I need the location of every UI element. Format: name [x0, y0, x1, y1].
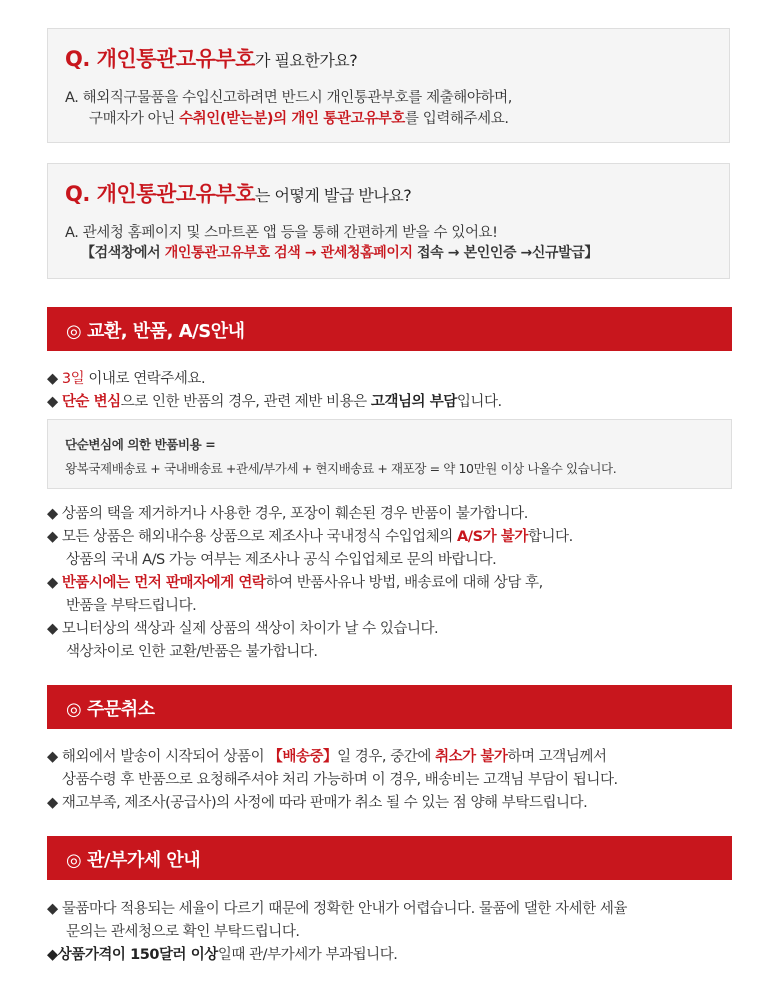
- notice-text: ◆ 모든 상품은 해외내수용 상품으로 제조사나 국내정식 수입업체의: [47, 529, 458, 545]
- section-title: ◎ 교환, 반품, A/S안내: [66, 321, 245, 342]
- bullet: ◆: [47, 371, 62, 387]
- return-cost-box: [47, 419, 732, 489]
- highlight-text: 3일: [61, 371, 85, 387]
- answer-text-end: 를 입력해주세요.: [404, 111, 509, 127]
- notice-line: [47, 390, 502, 411]
- answer-line-1: A. 해외직구물품을 수입신고하려면 반드시 개인통관부호를 제출해야하며,: [65, 90, 512, 106]
- section-header-exchange: [47, 307, 732, 351]
- notice-text-end: 합니다.: [527, 529, 573, 545]
- return-cost-formula: 왕복국제배송료 + 국내배송료 +관세/부가세 + 현지배송료 + 재포장 = 약 10만원 이상 나올수 있습니다.: [65, 461, 617, 476]
- qa-box-customs-code-needed: [47, 28, 730, 143]
- answer-text: 【검색창에서: [81, 245, 165, 261]
- highlight-text: 반품시에는 먼저 판매자에게 연락: [61, 575, 266, 591]
- notice-text: 하여 반품사유나 방법, 배송료에 대해 상담 후,: [265, 575, 543, 591]
- notice-line: ◆ 모니터상의 색상과 실제 상품의 색상이 차이가 날 수 있습니다.: [47, 621, 439, 637]
- notice-text: 이내로 연락주세요.: [84, 371, 206, 387]
- bold-text: ◆상품가격이 150달러 이상: [47, 947, 218, 963]
- answer-line-1: A. 관세청 홈페이지 및 스마트폰 앱 등을 통해 간편하게 받을 수 있어요!: [65, 225, 498, 241]
- notice-text: 일때 관/부가세가 부과됩니다.: [217, 947, 398, 963]
- notice-line: [47, 745, 607, 766]
- notice-line: 상품수령 후 반품으로 요청해주셔야 처리 가능하며 이 경우, 배송비는 고객님 부담이 됩니다.: [62, 772, 618, 788]
- highlight-text: 단순 변심: [61, 394, 121, 410]
- notice-line: ◆ 재고부족, 제조사(공급사)의 사정에 따라 판매가 취소 될 수 있는 점 양해 부탁드립니다.: [47, 795, 588, 811]
- qa-box-customs-code-issue: [47, 163, 730, 279]
- notice-text-end: 입니다.: [456, 394, 502, 410]
- question-heading: [65, 43, 357, 73]
- question-prefix: Q.: [65, 47, 97, 71]
- notice-line: [47, 367, 205, 388]
- notice-text: ◆ 해외에서 발송이 시작되어 상품이: [47, 749, 269, 765]
- notice-line: 상품의 국내 A/S 가능 여부는 제조사나 공식 수입업체로 문의 바랍니다.: [66, 552, 497, 568]
- answer-line-2: [81, 242, 598, 262]
- section-header-tax: [47, 836, 732, 880]
- notice-line: [47, 571, 543, 592]
- notice-text-end: 하며 고객님께서: [507, 749, 607, 765]
- notice-line: ◆ 상품의 택을 제거하거나 사용한 경우, 포장이 훼손된 경우 반품이 불가합니다.: [47, 506, 528, 522]
- question-rest: 는 어떻게 발급 받나요?: [254, 186, 412, 205]
- section-title: ◎ 주문취소: [66, 699, 155, 720]
- highlight-text: 취소가 불가: [435, 749, 508, 765]
- notice-line: 색상차이로 인한 교환/반품은 불가합니다.: [66, 644, 318, 660]
- section-header-cancel: [47, 685, 732, 729]
- bullet: ◆: [47, 575, 62, 591]
- answer-text-end: 접속 → 본인인증 →신규발급】: [412, 245, 598, 261]
- answer-text: 구매자가 아닌: [89, 111, 180, 127]
- question-heading: [65, 178, 411, 208]
- highlight-text: 【배송중】: [268, 749, 338, 765]
- notice-text: 으로 인한 반품의 경우, 관련 제반 비용은: [120, 394, 371, 410]
- bold-text: 고객님의 부담: [370, 394, 457, 410]
- answer-highlight: 개인통관고유부호 검색 → 관세청홈페이지: [164, 245, 413, 261]
- notice-line: ◆ 물품마다 적용되는 세율이 다르기 때문에 정확한 안내가 어렵습니다. 물품에 댈한 자세한 세율: [47, 901, 627, 917]
- section-title: ◎ 관/부가세 안내: [66, 850, 201, 871]
- notice-line: [47, 525, 573, 546]
- bullet: ◆: [47, 394, 62, 410]
- answer-highlight: 수취인(받는분)의 개인 통관고유부호: [179, 111, 405, 127]
- question-term: 개인통관고유부호: [96, 47, 255, 71]
- highlight-text: A/S가 불가: [457, 529, 528, 545]
- return-cost-title: 단순변심에 의한 반품비용 =: [65, 437, 216, 452]
- question-rest: 가 필요한가요?: [254, 51, 358, 70]
- answer-line-2: [89, 107, 509, 128]
- question-term: 개인통관고유부호: [96, 182, 255, 206]
- notice-text: 일 경우, 중간에: [337, 749, 436, 765]
- question-prefix: Q.: [65, 182, 97, 206]
- notice-line: 문의는 관세청으로 확인 부탁드립니다.: [66, 924, 300, 940]
- notice-line: 반품을 부탁드립니다.: [66, 598, 197, 614]
- notice-line: [47, 943, 397, 964]
